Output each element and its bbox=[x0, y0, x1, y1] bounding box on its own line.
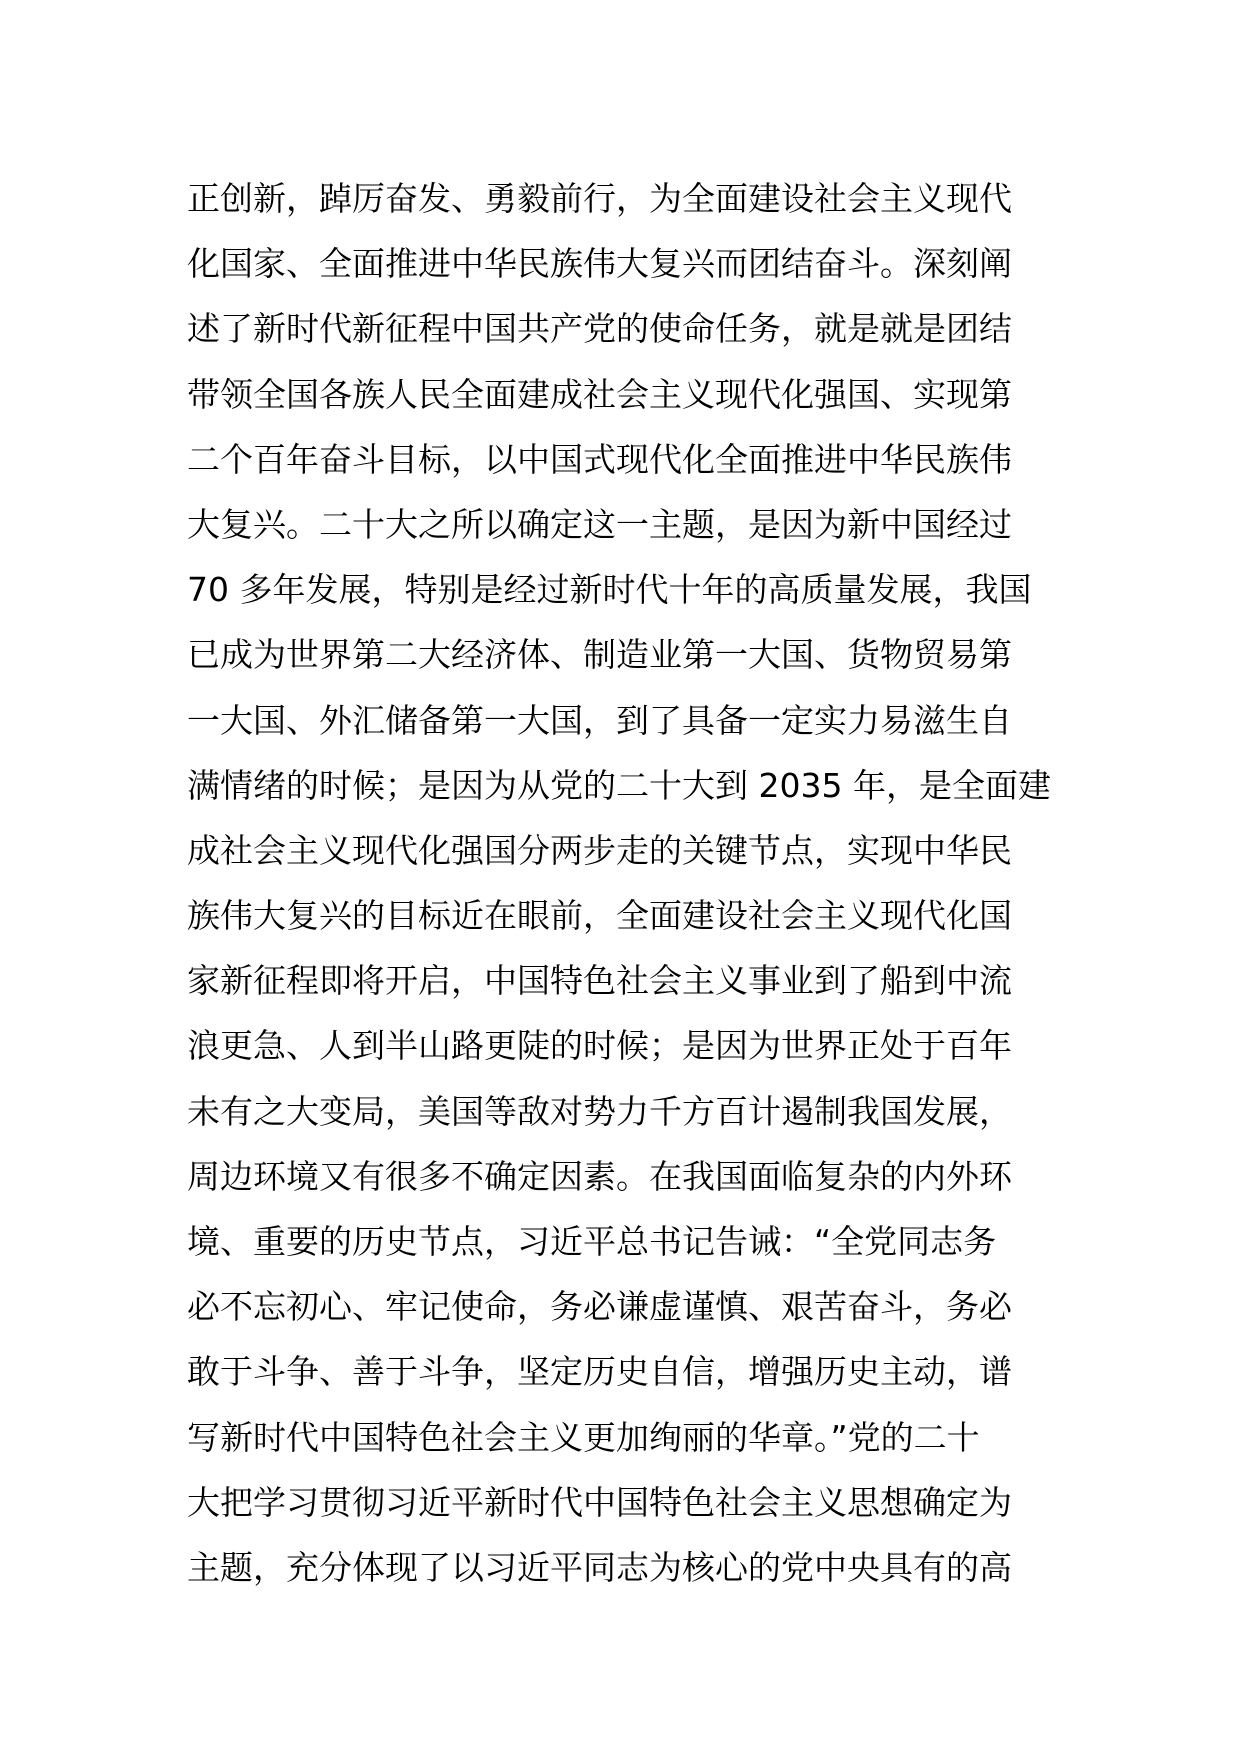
text-line: 必不忘初心、牢记使命，务必谦虚谨慎、艰苦奋斗，务必 bbox=[187, 1287, 1012, 1327]
text-line: 二个百年奋斗目标，以中国式现代化全面推进中华民族伟 bbox=[187, 439, 1012, 479]
text-line: 成社会主义现代化强国分两步走的关键节点，实现中华民 bbox=[187, 830, 1012, 870]
text-line: 已成为世界第二大经济体、制造业第一大国、货物贸易第 bbox=[187, 635, 1012, 675]
text-line: 满情绪的时候；是因为从党的二十大到 2035 年，是全面建 bbox=[187, 765, 1051, 805]
text-line: 写新时代中国特色社会主义更加绚丽的华章。”党的二十 bbox=[187, 1417, 980, 1457]
body-text bbox=[187, 166, 1067, 1600]
text-line: 浪更急、人到半山路更陡的时候；是因为世界正处于百年 bbox=[187, 1026, 1012, 1066]
text-line: 家新征程即将开启，中国特色社会主义事业到了船到中流 bbox=[187, 961, 1012, 1001]
text-line: 主题，充分体现了以习近平同志为核心的党中央具有的高 bbox=[187, 1547, 1012, 1587]
text-line: 一大国、外汇储备第一大国，到了具备一定实力易滋生自 bbox=[187, 700, 1012, 740]
text-line: 周边环境又有很多不确定因素。在我国面临复杂的内外环 bbox=[187, 1156, 1012, 1196]
text-line: 未有之大变局，美国等敌对势力千方百计遏制我国发展， bbox=[187, 1091, 1012, 1131]
text-line: 敢于斗争、善于斗争，坚定历史自信，增强历史主动，谱 bbox=[187, 1352, 1012, 1392]
text-line: 族伟大复兴的目标近在眼前，全面建设社会主义现代化国 bbox=[187, 896, 1012, 936]
text-line: 述了新时代新征程中国共产党的使命任务，就是就是团结 bbox=[187, 309, 1012, 349]
text-line: 带领全国各族人民全面建成社会主义现代化强国、实现第 bbox=[187, 374, 1012, 414]
text-line: 大把学习贯彻习近平新时代中国特色社会主义思想确定为 bbox=[187, 1482, 1012, 1522]
text-line: 70 多年发展，特别是经过新时代十年的高质量发展，我国 bbox=[187, 570, 1032, 610]
text-line: 境、重要的历史节点，习近平总书记告诫：“全党同志务 bbox=[187, 1222, 997, 1261]
text-line: 大复兴。二十大之所以确定这一主题，是因为新中国经过 bbox=[187, 504, 1012, 544]
text-line: 化国家、全面推进中华民族伟大复兴而团结奋斗。深刻阐 bbox=[187, 244, 1012, 284]
text-line: 正创新，踔厉奋发、勇毅前行，为全面建设社会主义现代 bbox=[187, 179, 1012, 218]
